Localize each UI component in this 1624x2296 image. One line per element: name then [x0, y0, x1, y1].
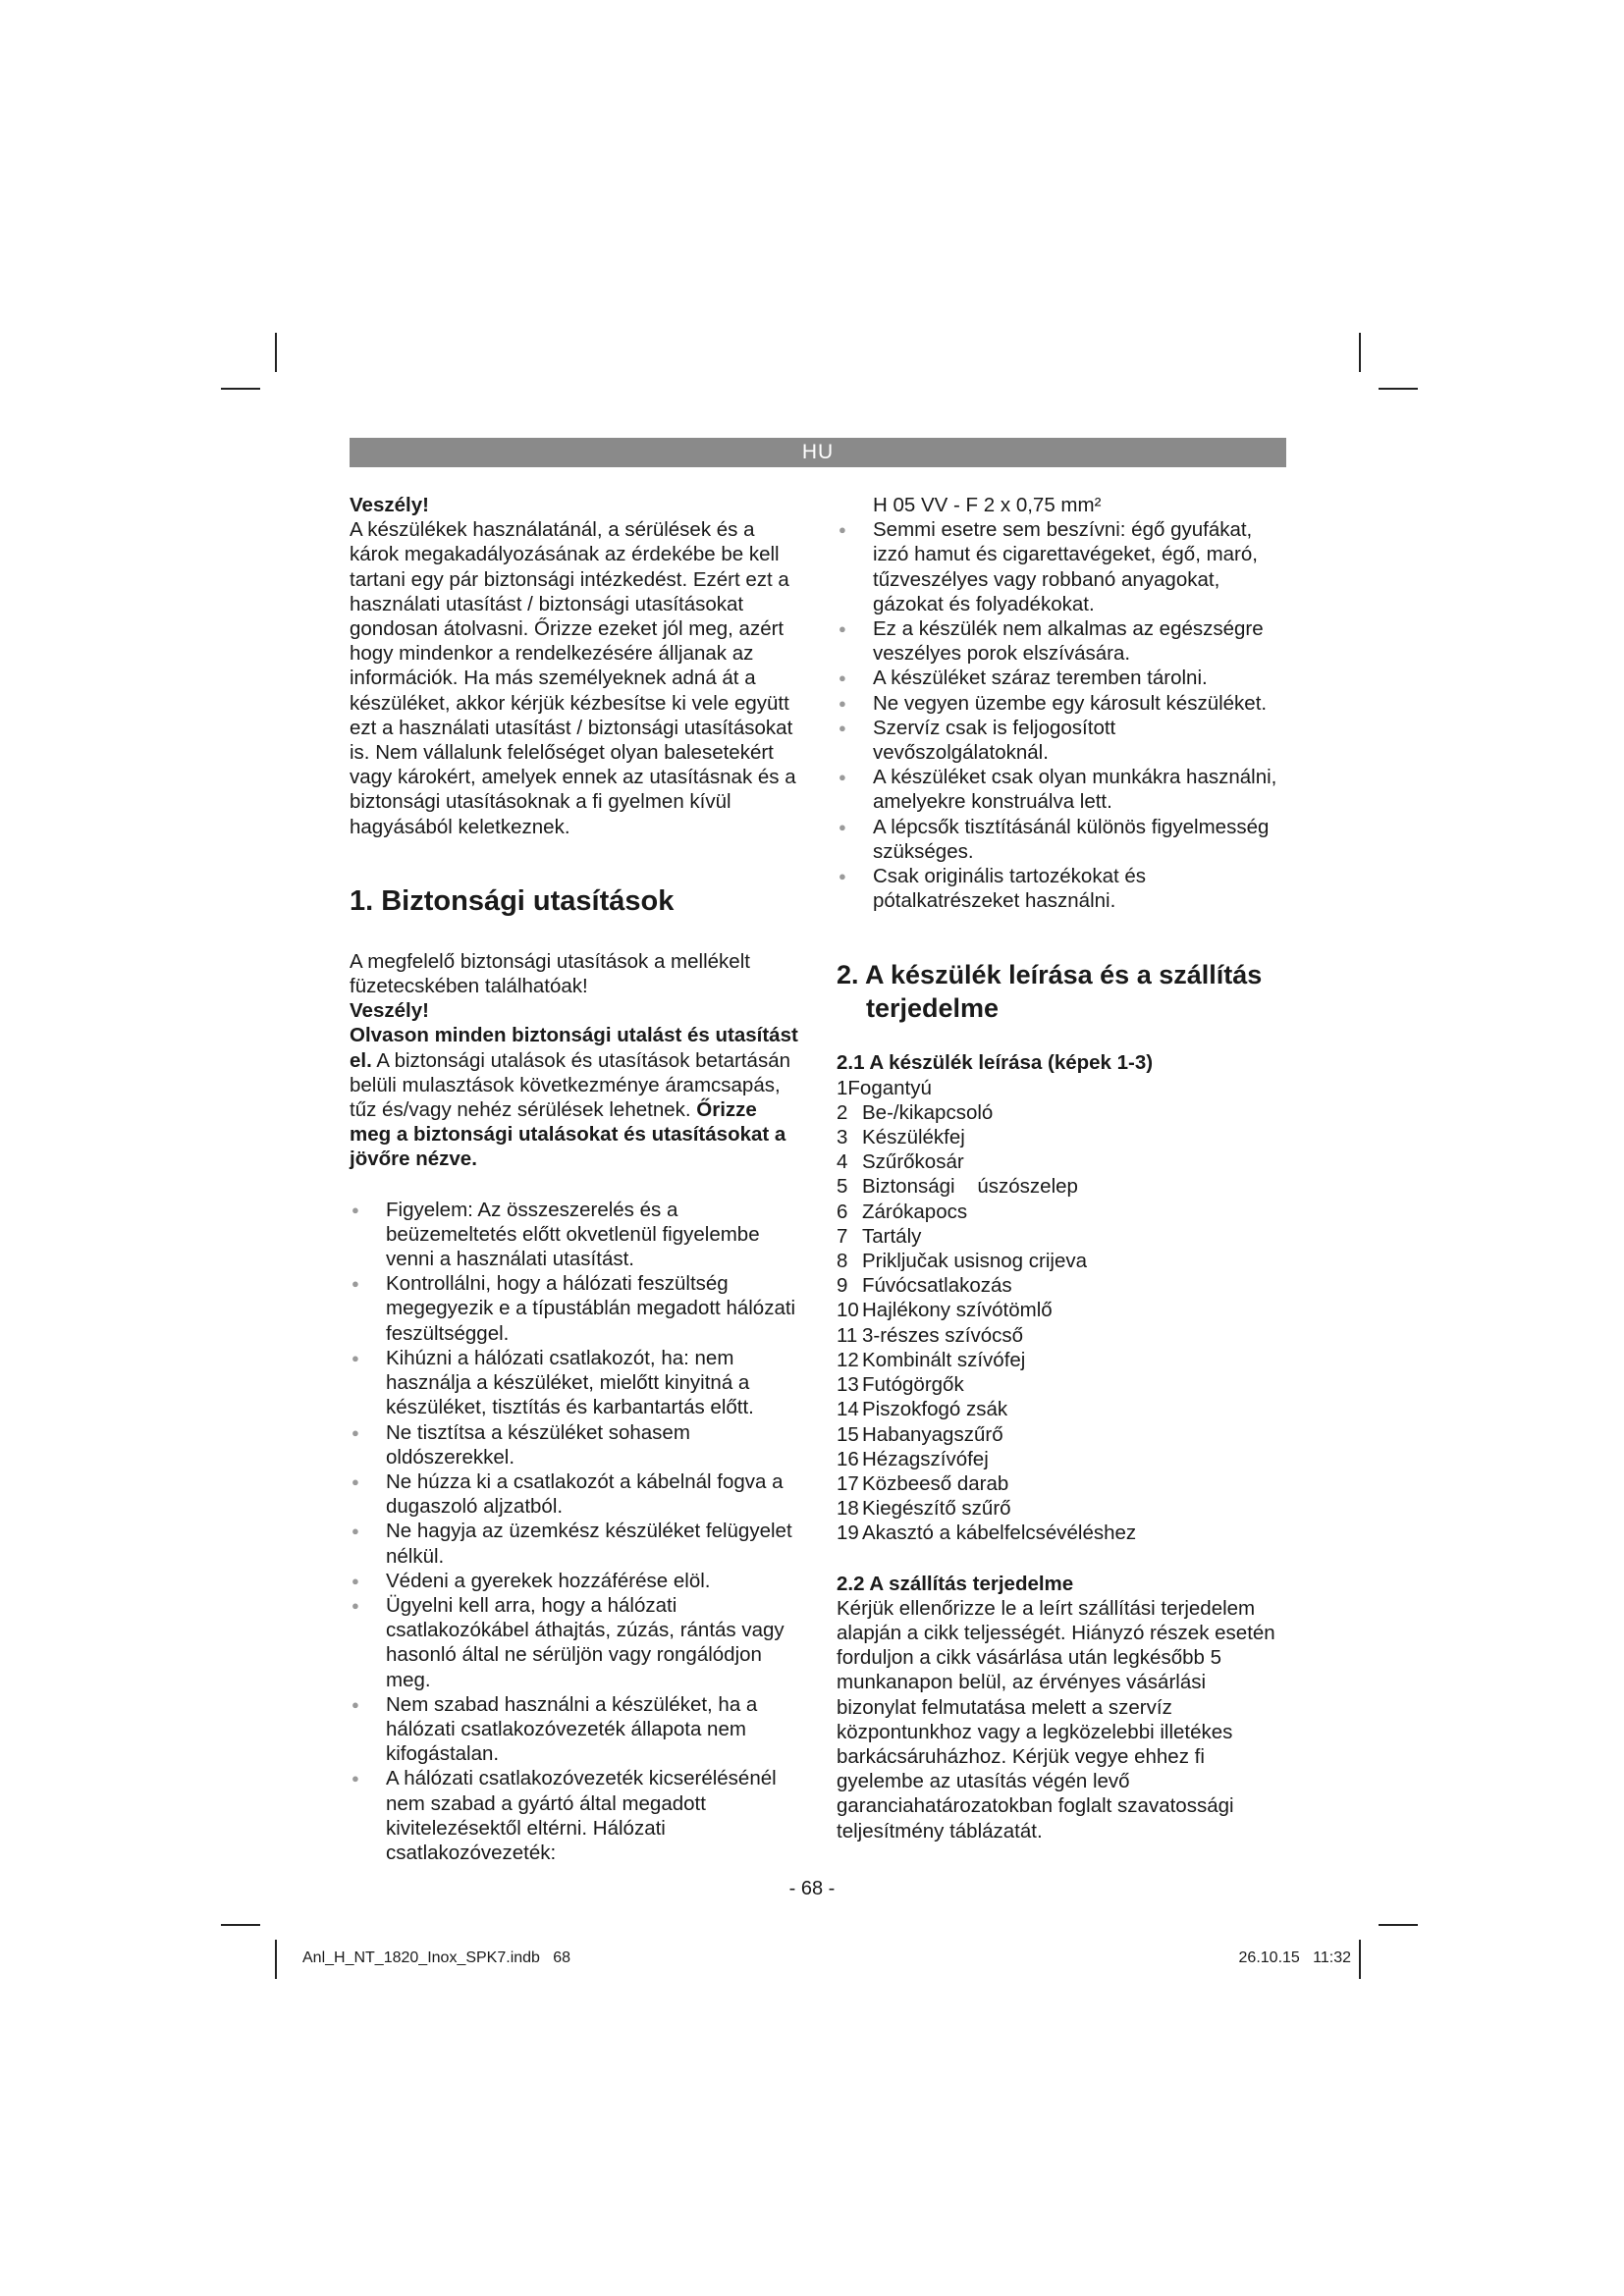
crop-mark [275, 333, 277, 372]
crop-mark [1359, 1940, 1361, 1979]
part-name: Piszokfogó zsák [862, 1398, 1008, 1421]
part-name: Habanyagszűrő [862, 1422, 1003, 1446]
part-number: 13 [837, 1373, 859, 1397]
list-item: ● Szervíz csak is feljogosított vevőszolgálatoknál. [837, 716, 1290, 765]
page-number: - 68 - [788, 1878, 836, 1899]
list-item: ● Figyelem: Az összeszerelés és a beüzemeltetés előtt okvetlenül figyelembe venni a használati utasítást. [350, 1198, 801, 1272]
part-name: Futógörgők [862, 1373, 964, 1397]
safety-list-continued [837, 517, 1290, 913]
crop-mark [275, 1940, 277, 1979]
part-number: 12 [837, 1348, 859, 1371]
section-2-2-title: 2.2 A szállítás terjedelme [837, 1572, 1074, 1595]
section-2-title-line-2: terjedelme [866, 993, 1000, 1024]
part-name: Szűrőkosár [862, 1150, 964, 1174]
part-number: 18 [837, 1497, 859, 1521]
list-item [837, 1323, 1290, 1348]
part-name: Fúvócsatlakozás [862, 1274, 1012, 1298]
list-item: ● Semmi esetre sem beszívni: égő gyufákat, izzó hamut és cigarettavégeket, égő, maró, tűzveszélyes vagy robbanó anyagokat, gázokat és folyadékokat. [837, 517, 1290, 616]
section-2-2-paragraph: Kérjük ellenőrizze le a leírt szállítási terjedelem alapján a cikk teljességét. Hiányzó részek esetén forduljon a cikk vásárlása után legkésőbb 5 munkanapon belül, az érvényes vásárlási bizonylat felmutatása melett a szervíz központunkhoz vagy a legközelebbi illetékes barkácsáruházhoz. Kérjük vegye ehhez fi gyelembe az utasítás végén levő garanciahatározatokban foglalt szavatossági teljesítmény táblázatát. [837, 1596, 1275, 1842]
list-item [837, 1249, 1290, 1273]
part-name: Akasztó a kábelfelcsévéléshez [862, 1522, 1137, 1545]
list-item [837, 1372, 1290, 1397]
list-item: ● Ne hagyja az üzemkész készüléket felügyelet nélkül. [350, 1519, 801, 1568]
crop-mark [221, 1924, 260, 1926]
list-item [837, 1149, 1290, 1174]
list-item: ● Ne tisztítsa a készüléket sohasem oldószerekkel. [350, 1420, 801, 1469]
part-number: 15 [837, 1422, 859, 1446]
list-item: ● A készüléket csak olyan munkákra használni, amelyekre konstruálva lett. [837, 765, 1290, 814]
language-header: HU [350, 438, 1286, 467]
part-name: Biztonsági úszószelep [862, 1175, 1078, 1199]
list-item: ● Ne húzza ki a csatlakozót a kábelnál fogva a dugaszoló aljzatból. [350, 1469, 801, 1519]
list-item [837, 1397, 1290, 1421]
right-column [837, 493, 1290, 1843]
footer-file-info: Anl_H_NT_1820_Inox_SPK7.indb 68 [302, 1949, 571, 1966]
safety-list [350, 1198, 801, 1865]
part-number: 17 [837, 1471, 859, 1495]
list-item [837, 1200, 1290, 1224]
section-2-title [837, 958, 1290, 1025]
list-item: ● Ne vegyen üzembe egy károsult készüléket. [837, 691, 1290, 716]
list-item [837, 1471, 1290, 1496]
read-instructions-text: Olvason minden biztonsági utalást és utasítást el. [350, 1024, 798, 1072]
list-item [837, 1174, 1290, 1199]
part-number: 2 [837, 1100, 848, 1124]
part-name: Közbeeső darab [862, 1471, 1009, 1495]
section-1-title: 1. Biztonsági utasítások [350, 884, 675, 917]
list-item: ● A készüléket száraz teremben tárolni. [837, 666, 1290, 690]
crop-mark [221, 388, 260, 390]
list-item: ● Csak originális tartozékokat és pótalkatrészeket használni. [837, 864, 1290, 913]
part-number: 11 [837, 1323, 858, 1347]
part-number: 6 [837, 1200, 848, 1223]
list-item [837, 1125, 1290, 1149]
section-2-1-title: 2.1 A készülék leírása (képek 1-3) [837, 1051, 1154, 1075]
crop-mark [1359, 333, 1361, 372]
section-1-warning: Veszély! [350, 999, 429, 1023]
list-item [837, 1224, 1290, 1249]
list-item [837, 1273, 1290, 1298]
part-name: Hajlékony szívótömlő [862, 1299, 1053, 1322]
part-number: 8 [837, 1250, 848, 1273]
list-item: ● A lépcsők tisztításánál különös figyelmesség szükséges. [837, 815, 1290, 864]
part-number: 3 [837, 1126, 848, 1149]
list-item: ● A hálózati csatlakozóvezeték kicserélésénél nem szabad a gyártó által megadott kivitelezésektől eltérni. Hálózati csatlakozóvezeték: [350, 1766, 801, 1865]
intro-paragraph: A készülékek használatánál, a sérülések és a károk megakadályozásának az érdekébe be kell tartani egy pár biztonsági intézkedést. Ezért ezt a használati utasítást / biztonsági utasításokat gondosan átolvasni. Őrizze ezeket jól meg, azért hogy mindenkor a rendelkezésére álljanak az információk. Ha más személyeknek adná át a készüléket, akkor kérjük kézbesítse ki vele együtt ezt a használati utasítást / biztonsági utasításokat is. Nem vállalunk felelőséget olyan balesetekért vagy károkért, amelyek ennek az utasításnak és a biztonsági utasításoknak a fi gyelmen kívül hagyásából keletkeznek. [350, 518, 796, 838]
list-item [837, 1348, 1290, 1372]
list-item [837, 1100, 1290, 1125]
part-number: 19 [837, 1522, 859, 1545]
crop-mark [1379, 388, 1418, 390]
consequence-text: A biztonsági utalások és utasítások betartásán belüli mulasztások következménye áramcsapás, tűz és/vagy nehéz sérülések lehetnek. [350, 1048, 791, 1122]
cable-spec: H 05 VV - F 2 x 0,75 mm² [873, 494, 1102, 516]
list-item: ● Kontrollálni, hogy a hálózati feszültség megegyezik e a típustáblán megadott hálózati feszültséggel. [350, 1271, 801, 1346]
list-item [837, 1496, 1290, 1521]
part-number: 4 [837, 1150, 848, 1174]
list-item: ● Ügyelni kell arra, hogy a hálózati csatlakozókábel áthajtás, zúzás, rántás vagy hasonló által ne sérüljön vagy rongálódjon meg. [350, 1593, 801, 1692]
list-item: ● Nem szabad használni a készüléket, ha a hálózati csatlakozóvezeték állapota nem kifogástalan. [350, 1692, 801, 1767]
part-name: Tartály [862, 1224, 922, 1248]
footer-timestamp: 26.10.15 11:32 [1238, 1949, 1351, 1966]
list-item: ● Kihúzni a hálózati csatlakozót, ha: nem használja a készüléket, mielőtt kinyitná a készüléket, tisztítás és karbantartás előtt. [350, 1346, 801, 1420]
part-name: Zárókapocs [862, 1200, 968, 1223]
list-item [837, 1076, 1290, 1100]
warning-title: Veszély! [350, 494, 429, 516]
list-item: ● Védeni a gyerekek hozzáférése elöl. [350, 1569, 801, 1593]
section-2-title-line-1: 2. A készülék leírása és a szállítás [837, 960, 1263, 990]
part-number: 16 [837, 1447, 859, 1470]
keep-instructions-text: Őrizze meg a biztonsági utalásokat és utasításokat a jövőre nézve. [350, 1098, 786, 1171]
part-name: Fogantyú [847, 1076, 932, 1099]
parts-list [837, 1076, 1290, 1546]
list-item: ● Ez a készülék nem alkalmas az egészségre veszélyes porok elszívására. [837, 616, 1290, 666]
part-number: 1 [837, 1076, 848, 1099]
crop-mark [1379, 1924, 1418, 1926]
part-name: Hézagszívófej [862, 1447, 989, 1470]
part-name: Be-/kikapcsoló [862, 1100, 994, 1124]
list-item [837, 1521, 1290, 1545]
part-name: Készülékfej [862, 1126, 965, 1149]
part-number: 10 [837, 1299, 859, 1322]
section-1-intro: A megfelelő biztonsági utasítások a mellékelt füzetecskében találhatóak! [350, 949, 750, 998]
part-name: 3-részes szívócső [862, 1323, 1024, 1347]
part-name: Kombinált szívófej [862, 1348, 1026, 1371]
part-number: 14 [837, 1398, 859, 1421]
part-number: 7 [837, 1224, 848, 1248]
list-item [837, 1447, 1290, 1471]
left-column [350, 493, 801, 1865]
list-item [837, 1298, 1290, 1322]
part-number: 9 [837, 1274, 848, 1298]
list-item [837, 1422, 1290, 1447]
section-1-paragraph [350, 1023, 801, 1171]
part-number: 5 [837, 1175, 848, 1199]
part-name: Priključak usisnog crijeva [862, 1250, 1088, 1273]
part-name: Kiegészítő szűrő [862, 1497, 1011, 1521]
